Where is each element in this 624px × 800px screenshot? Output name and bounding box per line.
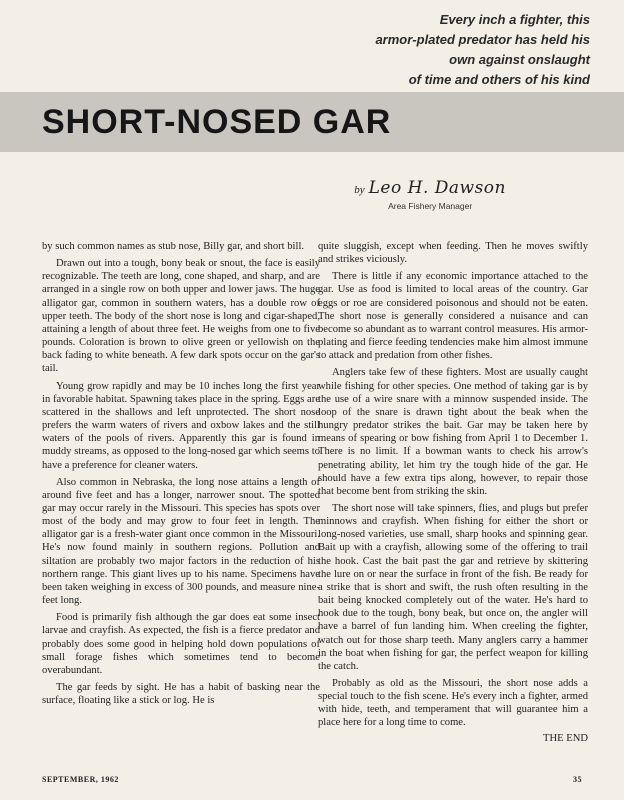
page-footer xyxy=(42,775,582,784)
paragraph: There is little if any economic importance attached to the gar. Use as food is limited to local areas of the country. Gar eggs or roe are considered poisonous and should not be eaten. The short nose is generally considered a nuisance and can become so abundant as to warrant control measures. His armor-plating and fierce feeding tendencies make him almost immune to attack and predation from other fishes. xyxy=(318,271,588,362)
right-column xyxy=(318,240,588,745)
end-mark: THE END xyxy=(542,732,588,744)
paragraph: The gar feeds by sight. He has a habit of basking near the surface, floating like a stick or log. He is xyxy=(42,682,320,707)
paragraph: Also common in Nebraska, the long nose attains a length of around five feet and has a longer, narrower snout. The spotted gar may occur rarely in the Missouri. This species has spots over most of the body and may grow to four feet in length. The alligator gar is a fresh-water giant once common in the Missouri. He's now found mainly in southern regions. Pollution and siltation are probably two major factors in the reduction of his northern range. This giant lives up to his name. Specimens have been taken weighing in excess of 300 pounds, and measure nine-feet long. xyxy=(42,476,320,607)
byline-role: Area Fishery Manager xyxy=(388,201,473,211)
deck-line: own against onslaught xyxy=(449,52,590,67)
issue-date: SEPTEMBER, 1962 xyxy=(42,775,119,784)
paragraph: Anglers take few of these fighters. Most are usually caught while fishing for other species. One method of taking gar is by the use of a wire snare with a minnow suspended inside. The loop of the snare is drawn tight about the beak when the hungry predator strikes the bait. Gar may be taken here by means of spearing or bow fishing from April 1 to December 1. There is no limit. If a bowman wants to check his arrow's penetrating ability, let him try the tough hide of the gar. He should have a few extra tips along, however, to repair those that become bent from striking the skin. xyxy=(318,367,588,497)
deck-line: of time and others of his kind xyxy=(408,72,590,87)
article-title: SHORT-NOSED GAR xyxy=(42,103,392,141)
page-number: 35 xyxy=(573,775,582,784)
left-column xyxy=(42,240,320,711)
paragraph: Drawn out into a tough, bony beak or snout, the face is easily recognizable. The teeth are long, cone shaped, and sharp, and are arranged in a single row on both upper and lower jaws. The huge alligator gar, common in southern waters, has a double row of upper teeth. The body of the short nose is long and cigar-shaped, attaining a length of about three feet. He weighs from one to five pounds. Coloration is brown to olive green or yellowish on the back fading to white beneath. A few dark spots occur on the gar's tail. xyxy=(42,258,320,375)
paragraph: Young grow rapidly and may be 10 inches long the first year in favorable habitat. Spawning takes place in the spring. Eggs are scattered in the shallows and left unprotected. The short nose prefers the warm waters of rivers and oxbow lakes and the still waters of the pools of rivers. Apparently this gar is found in muddy streams, as opposed to the long-nosed gar which seems to have a preference for cleaner waters. xyxy=(42,380,320,471)
paragraph: by such common names as stub nose, Billy gar, and short bill. xyxy=(42,241,305,252)
byline-author: Leo H. Dawson xyxy=(368,178,506,198)
paragraph: quite sluggish, except when feeding. Then he moves swiftly and strikes viciously. xyxy=(318,241,588,266)
deck-text xyxy=(330,10,590,90)
paragraph: The short nose will take spinners, flies, and plugs but prefer minnows and crayfish. When fishing for either the short or long-nosed varieties, use small, sharp hooks and spinning gear. Bait up with a crayfish, allowing some of the offering to trail the hook. Cast the bait past the gar and retrieve by skittering the lure on or near the surface in front of the fish. Be ready for a strike that is short and swift, the rush often resulting in the bait being knocked completely out of the water. He's hard to hook due to the tough, bony beak, but once on, the angler will have a barrel of fun landing him. When creeling the fighter, watch out for those sharp teeth. Many anglers carry a hammer in the boat when fishing for gar, the perfect weapon for killing the catch. xyxy=(318,502,588,672)
deck-line: Every inch a fighter, this xyxy=(439,12,590,27)
paragraph: Food is primarily fish although the gar does eat some insect larvae and crayfish. As expected, the fish is a fierce predator and probably does some good in helping hold down populations of small forage fishes which sometimes tend to become overabundant. xyxy=(42,612,320,676)
deck-line: armor-plated predator has held his xyxy=(375,32,590,47)
paragraph: Probably as old as the Missouri, the short nose adds a special touch to the fish scene. He's every inch a fighter, armed with hide, teeth, and temperament that will guarantee him a place here for a long time to come. xyxy=(318,678,588,729)
byline xyxy=(354,178,506,211)
byline-by: by xyxy=(354,184,365,196)
